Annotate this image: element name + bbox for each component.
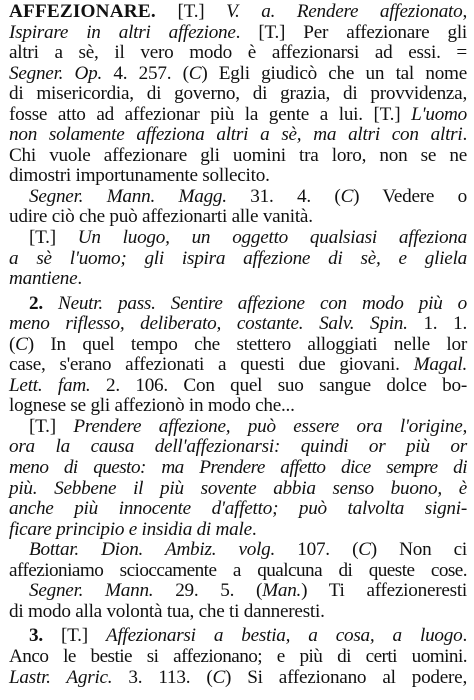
text-line: anche più innocente d'affetto; può talvolta signi- [9, 498, 467, 520]
text-line: Ispirare in altri affezione. [T.] Per affezionare gli [9, 21, 467, 43]
text-line: lognese se gli affezionò in modo che... [9, 395, 295, 417]
citation-line: Segner. Mann. 29. 5. (Man.) Ti affezioneresti [29, 580, 468, 602]
text-line: fosse atto ad affezionar più la gente a lui. [T.] L'uomo [9, 103, 467, 125]
citation-line: Lastr. Agric. 3. 113. (C) Si affezionano al podere, [9, 666, 467, 688]
text-line: di misericordia, di governo, di grazia, di provvidenza, [9, 83, 467, 105]
text-line: case, s'erano affezionati a questi due giovani. Magal. [9, 354, 467, 376]
text-line: mantiene. [9, 268, 82, 290]
text-line: udire ciò che può affezionarti alle vanità. [9, 206, 313, 228]
text-line: non solamente affeziona altri a sè, ma altri con altri. [9, 124, 467, 146]
text-line: più. Sebbene il più sovente abbia senso buono, è [9, 477, 467, 499]
text-line: [T.] Un luogo, un oggetto qualsiasi affeziona [29, 227, 467, 249]
text-line: a sè l'uomo; gli ispira affezione di sè, e gliela [9, 247, 467, 269]
text-line: (C) In quel tempo che stettero alloggiati nelle lor [9, 333, 467, 355]
citation-line: Segner. Mann. Magg. 31. 4. (C) Vedere o [29, 185, 468, 207]
text-line: affezioniamo scioccamente a qualcuna di queste cose. [9, 559, 467, 581]
text-line: Chi vuole affezionare gli uomini tra loro, non se ne [9, 144, 467, 166]
text-line: ora la causa dell'affezionarsi: quindi or più or [9, 436, 467, 458]
text-line: di modo alla volontà tua, che ti danneresti. [9, 600, 325, 622]
text-line: dimostri importunamente sollecito. [9, 165, 270, 187]
entry-headword-line: AFFEZIONARE. [T.] V. a. Rendere affezionato, [9, 1, 468, 22]
text-line: [T.] Prendere affezione, può essere ora l'origine, [29, 415, 468, 437]
text-line: Anco le bestie si affezionano; e più di certi uomini. [9, 645, 467, 667]
text-line: meno riflesso, deliberato, costante. Salv. Spin. 1. 1. [9, 313, 467, 335]
sense-2-line: 2. Neutr. pass. Sentire affezione con modo più o [29, 292, 467, 314]
citation-line: Segner. Op. 4. 257. (C) Egli giudicò che un tal nome [9, 62, 467, 84]
text-line: altri a sè, il vero modo è affezionarsi ad essi. = [9, 42, 467, 64]
citation-line: Bottar. Dion. Ambiz. volg. 107. (C) Non ci [29, 539, 468, 561]
sense-3-line: 3. [T.] Affezionarsi a bestia, a cosa, a luogo. [29, 625, 468, 647]
text-line: ficare principio e insidia di male. [9, 518, 257, 540]
citation-line: Lett. fam. 2. 106. Con quel suo sangue dolce bo- [9, 374, 467, 396]
text-line: meno di questo: ma Prendere affetto dice sempre di [9, 457, 467, 479]
